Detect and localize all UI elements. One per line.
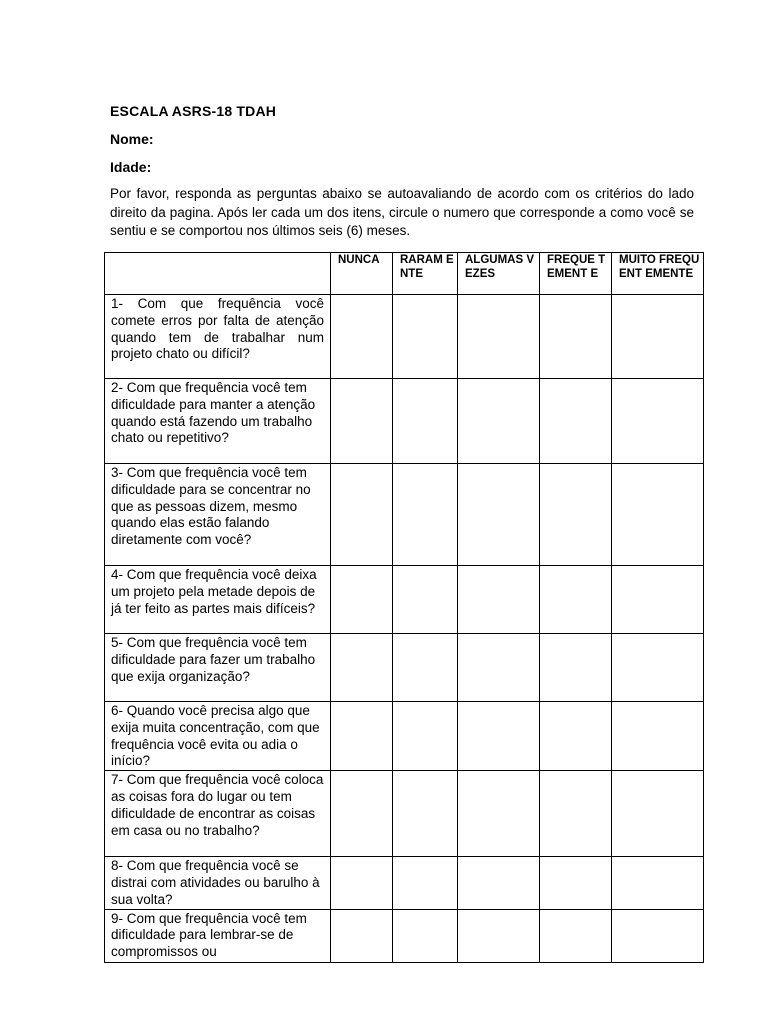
table-row bbox=[105, 702, 704, 771]
answer-cell-algumas-vezes[interactable] bbox=[458, 634, 540, 702]
instructions-paragraph: Por favor, responda as perguntas abaixo se autoavaliando de acordo com os critérios do lado direito da pagina. Após ler cada um dos itens, circule o numero que corresponde a como você se sentiu e se comportou nos últimos seis (6) meses. bbox=[110, 186, 694, 238]
question-cell bbox=[105, 379, 331, 464]
answer-cell-raramente[interactable] bbox=[393, 634, 458, 702]
answer-cell-nunca[interactable] bbox=[331, 634, 393, 702]
answer-cell-algumas-vezes[interactable] bbox=[458, 771, 540, 857]
answer-cell-algumas-vezes[interactable] bbox=[458, 464, 540, 566]
answer-cell-nunca[interactable] bbox=[331, 379, 393, 464]
table-row bbox=[105, 464, 704, 566]
age-field-label: Idade: bbox=[110, 159, 152, 175]
answer-cell-frequetemente[interactable] bbox=[540, 566, 612, 634]
answer-cell-raramente[interactable] bbox=[393, 379, 458, 464]
answer-cell-muito-frequentemente[interactable] bbox=[612, 857, 704, 909]
answer-cell-muito-frequentemente[interactable] bbox=[612, 379, 704, 464]
answer-cell-muito-frequentemente[interactable] bbox=[612, 295, 704, 379]
answer-cell-algumas-vezes[interactable] bbox=[458, 857, 540, 909]
answer-cell-muito-frequentemente[interactable] bbox=[612, 566, 704, 634]
table-row bbox=[105, 295, 704, 379]
answer-cell-frequetemente[interactable] bbox=[540, 464, 612, 566]
answer-cell-nunca[interactable] bbox=[331, 702, 393, 771]
question-cell bbox=[105, 909, 331, 962]
answer-cell-frequetemente[interactable] bbox=[540, 771, 612, 857]
answer-cell-raramente[interactable] bbox=[393, 909, 458, 962]
answer-cell-frequetemente[interactable] bbox=[540, 909, 612, 962]
table-row bbox=[105, 379, 704, 464]
answer-cell-frequetemente[interactable] bbox=[540, 295, 612, 379]
answer-cell-frequetemente[interactable] bbox=[540, 857, 612, 909]
answer-cell-nunca[interactable] bbox=[331, 295, 393, 379]
question-text: 2- Com que frequência você tem dificuldade para manter a atenção quando está fazendo um trabalho chato ou repetitivo? bbox=[111, 380, 316, 446]
question-text: 1- Com que frequência você comete erros por falta de atenção quando tem de trabalhar num projeto chato ou difícil? bbox=[111, 296, 324, 362]
answer-cell-nunca[interactable] bbox=[331, 857, 393, 909]
answer-cell-algumas-vezes[interactable] bbox=[458, 566, 540, 634]
question-text: 3- Com que frequência você tem dificuldade para se concentrar no que as pessoas dizem, mesmo quando elas estão falando diretamente com você? bbox=[111, 465, 311, 548]
answer-cell-raramente[interactable] bbox=[393, 566, 458, 634]
document-title: ESCALA ASRS-18 TDAH bbox=[110, 103, 277, 119]
table-row bbox=[105, 909, 704, 962]
table-row bbox=[105, 857, 704, 909]
answer-cell-frequetemente[interactable] bbox=[540, 379, 612, 464]
header-nunca: NUNCA bbox=[331, 253, 393, 295]
answer-cell-raramente[interactable] bbox=[393, 702, 458, 771]
table-row bbox=[105, 566, 704, 634]
header-algumas-vezes: ALGUMAS VEZES bbox=[458, 253, 540, 295]
question-cell bbox=[105, 634, 331, 702]
table-header-row bbox=[105, 253, 704, 295]
answer-cell-raramente[interactable] bbox=[393, 295, 458, 379]
question-text: 9- Com que frequência você tem dificuldade para lembrar-se de compromissos ou bbox=[111, 910, 307, 960]
answer-cell-muito-frequentemente[interactable] bbox=[612, 909, 704, 962]
answer-cell-frequetemente[interactable] bbox=[540, 634, 612, 702]
answer-cell-raramente[interactable] bbox=[393, 771, 458, 857]
table-row bbox=[105, 634, 704, 702]
table-row bbox=[105, 771, 704, 857]
asrs-scale-table bbox=[104, 252, 704, 963]
answer-cell-raramente[interactable] bbox=[393, 464, 458, 566]
answer-cell-nunca[interactable] bbox=[331, 909, 393, 962]
answer-cell-muito-frequentemente[interactable] bbox=[612, 702, 704, 771]
question-text: 8- Com que frequência você se distrai com atividades ou barulho à sua volta? bbox=[111, 858, 320, 907]
answer-cell-nunca[interactable] bbox=[331, 464, 393, 566]
question-cell bbox=[105, 566, 331, 634]
name-field-label: Nome: bbox=[110, 131, 154, 147]
answer-cell-nunca[interactable] bbox=[331, 566, 393, 634]
question-cell bbox=[105, 702, 331, 771]
question-text: 7- Com que frequência você coloca as coisas fora do lugar ou tem dificuldade de encontrar as coisas em casa ou no trabalho? bbox=[111, 772, 324, 838]
answer-cell-muito-frequentemente[interactable] bbox=[612, 464, 704, 566]
answer-cell-muito-frequentemente[interactable] bbox=[612, 771, 704, 857]
answer-cell-algumas-vezes[interactable] bbox=[458, 909, 540, 962]
question-text: 6- Quando você precisa algo que exija muita concentração, com que frequência você evita ou adia o início? bbox=[111, 703, 320, 769]
answer-cell-frequetemente[interactable] bbox=[540, 702, 612, 771]
question-cell bbox=[105, 857, 331, 909]
header-raramente: RARAM ENTE bbox=[393, 253, 458, 295]
answer-cell-nunca[interactable] bbox=[331, 771, 393, 857]
answer-cell-muito-frequentemente[interactable] bbox=[612, 634, 704, 702]
question-cell bbox=[105, 771, 331, 857]
question-cell bbox=[105, 464, 331, 566]
question-cell bbox=[105, 295, 331, 379]
answer-cell-raramente[interactable] bbox=[393, 857, 458, 909]
header-blank-cell bbox=[105, 253, 331, 295]
header-frequetemente: FREQUE TEMENT E bbox=[540, 253, 612, 295]
question-text: 4- Com que frequência você deixa um projeto pela metade depois de já ter feito as partes mais difíceis? bbox=[111, 567, 317, 616]
answer-cell-algumas-vezes[interactable] bbox=[458, 295, 540, 379]
question-text: 5- Com que frequência você tem dificuldade para fazer um trabalho que exija organização? bbox=[111, 635, 316, 684]
answer-cell-algumas-vezes[interactable] bbox=[458, 379, 540, 464]
answer-cell-algumas-vezes[interactable] bbox=[458, 702, 540, 771]
header-muito-frequentemente: MUITO FREQUENT EMENTE bbox=[612, 253, 704, 295]
